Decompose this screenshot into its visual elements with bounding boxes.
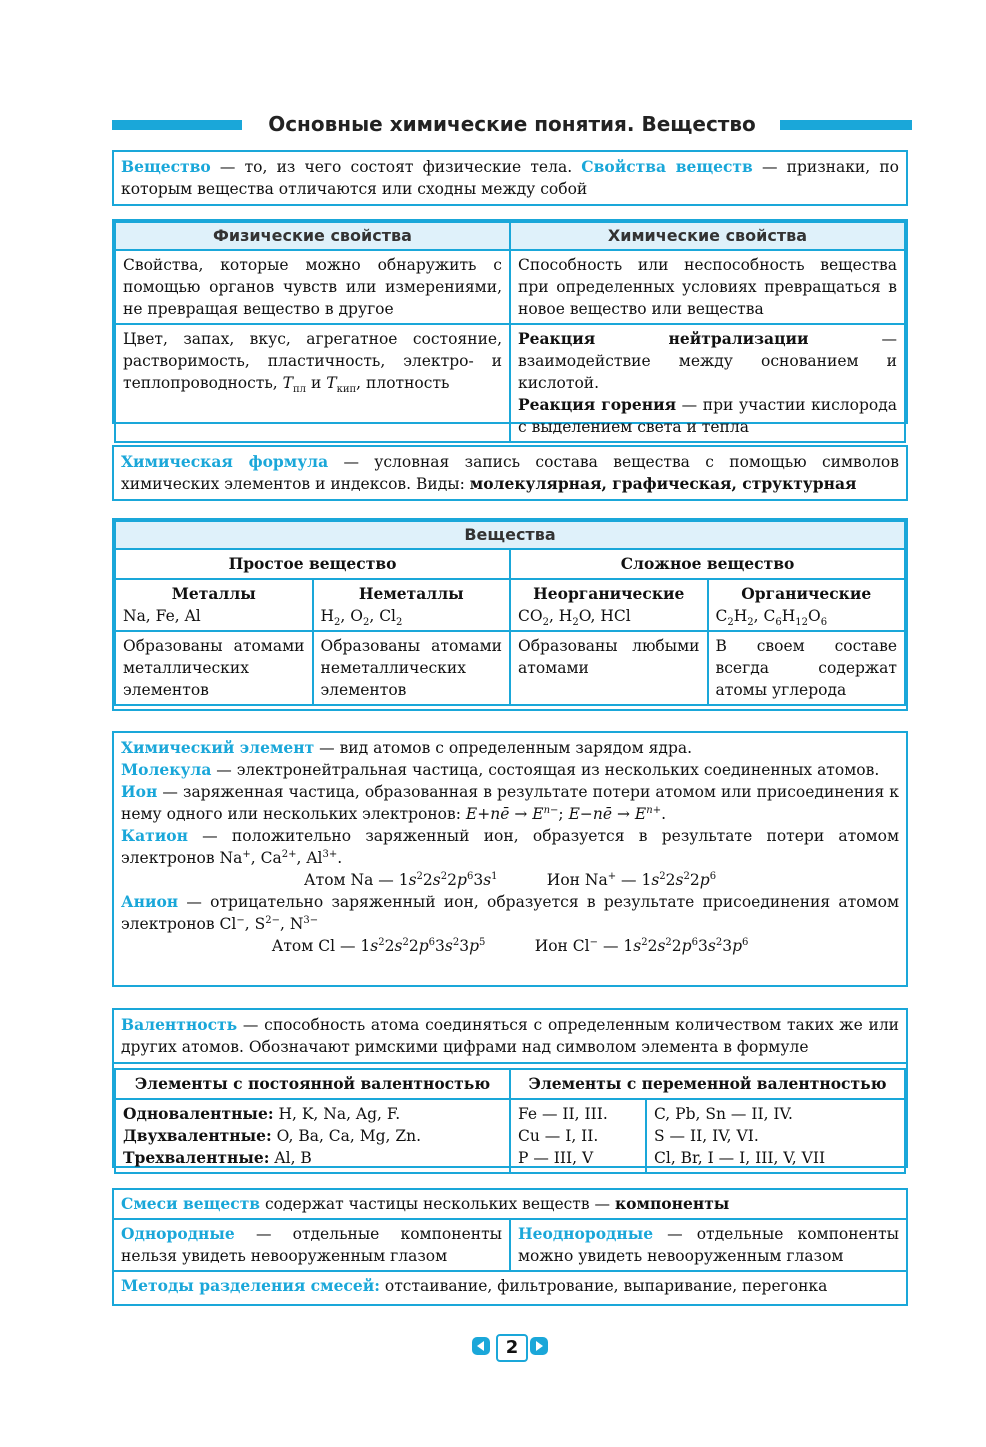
nonmetals-desc: Образованы атомами неметаллических элементов — [313, 631, 511, 705]
metals-desc: Образованы атомами металлических элементов — [115, 631, 313, 705]
title-bar-left — [112, 120, 242, 130]
page-title: Основные химические понятия. Вещество — [268, 112, 756, 136]
properties-table — [112, 219, 908, 436]
formula-kinds: молекулярная, графическая, структурная — [469, 474, 857, 493]
chem-header: Химические свойства — [510, 222, 905, 250]
phys-def: Свойства, которые можно обнаружить с помощью органов чувств или измерениями, не превращая вещество в другое — [115, 250, 510, 324]
valence-block — [112, 1008, 908, 1168]
nonmetals-cell: Неметаллы $H_2$, $O_2$, $Cl_2$ — [313, 579, 511, 631]
organic-cell: Органические $C_2H_2$, $C_6H_{12}O_6$ — [708, 579, 906, 631]
var-valence-list-1: Fe — II, III. Cu — I, II. P — III, V — [510, 1099, 646, 1173]
substances-table — [112, 518, 908, 711]
term-anion: Анион — [121, 892, 179, 911]
separation-methods: Методы разделения смесей: отстаивание, фильтрование, выпаривание, перегонка — [114, 1271, 906, 1300]
prev-page-icon[interactable] — [472, 1337, 490, 1355]
mixtures-block — [112, 1188, 908, 1306]
substances-header: Вещества — [115, 521, 905, 549]
cl-config: Атом Cl — $1s^22s^22p^63s^23p^5$ Ион Cl− — $1s^22s^22p^63s^23p^6$ — [271, 936, 749, 955]
term-ion: Ион — [121, 782, 158, 801]
formula-definition — [112, 445, 908, 501]
phys-examples: Цвет, запах, вкус, агрегатное состояние, растворимость, пластичность, электро- и теплопроводность, $T_{пл}$ и $T_{кип}$, плотность — [115, 324, 510, 442]
var-valence-list-2: C, Pb, Sn — II, IV. S — II, IV, VI. Cl, Br, I — I, III, V, VII — [646, 1099, 905, 1173]
heterogeneous-def: Неоднородные — отдельные компоненты можно увидеть невооруженным глазом — [510, 1219, 906, 1271]
term-formula: Химическая формула — [121, 452, 329, 471]
substance-def: — то, из чего состоят физические тела. — [210, 158, 582, 176]
term-element: Химический элемент — [121, 738, 315, 757]
title-row — [112, 108, 912, 140]
inorganic-cell: Неорганические $CO_2$, $H_2O$, HCl — [510, 579, 708, 631]
page-number: 2 — [496, 1334, 528, 1362]
particles-definitions: Химический элемент — вид атомов с определенным зарядом ядра. Молекула — электронейтральная частица, состоящая из нескольких соединенных атомов. Ион — заряженная частица, образованная в результате потери атомом или присоединения к нему одного или нескольких электронов: E+nē → $E^{n-}$; E−nē → $E^{n+}$. Катион — положительно заряженный ион, образуется в результате потери атомом электронов Na+, $Ca^{2+}$, $Al^{3+}$. Атом Na — $1s^22s^22p^63s^1$ Ион Na+ — $1s^22s^22p^6$ Анион — отрицательно заряженный ион, образуется в результате присоединения атомом электронов Cl−, $S^{2-}$, $N^{3-}$ Атом Cl — $1s^22s^22p^63s^23p^5$ Ион Cl− — $1s^22s^22p^63s^23p^6$ — [112, 731, 908, 987]
mixtures-def: Смеси веществ содержат частицы нескольких веществ — компоненты — [114, 1190, 906, 1219]
formula-def: — условная запись состава вещества с помощью символов химических элементов и индексов. Виды: — [121, 453, 899, 493]
valence-def: — способность атома соединяться с определенным количеством таких же или других атомов. Обозначают римскими цифрами над символом элемента в формуле — [121, 1016, 899, 1056]
inorganic-desc: Образованы любыми атомами — [510, 631, 708, 705]
chem-examples: Реакция нейтрализации — взаимодействие между основанием и кислотой. Реакция горения — при участии кислорода с выделением света и тепла — [510, 324, 905, 442]
term-valence: Валентность — [121, 1015, 238, 1034]
properties-def: — признаки, по которым вещества отличаются или сходны между собой — [121, 158, 899, 198]
na-config: Атом Na — $1s^22s^22p^63s^1$ Ион Na+ — $1s^22s^22p^6$ — [303, 870, 717, 889]
phys-header: Физические свойства — [115, 222, 510, 250]
term-molecule: Молекула — [121, 760, 212, 779]
const-valence-header: Элементы с постоянной валентностью — [115, 1069, 510, 1099]
term-cation: Катион — [121, 826, 188, 845]
pager — [468, 1334, 552, 1360]
chem-def: Способность или неспособность вещества при определенных условиях превращаться в новое вещество или вещества — [510, 250, 905, 324]
homogeneous-def: Однородные — отдельные компоненты нельзя увидеть невооруженным глазом — [114, 1219, 510, 1271]
simple-substance: Простое вещество — [115, 549, 510, 579]
var-valence-header: Элементы с переменной валентностью — [510, 1069, 905, 1099]
next-page-icon[interactable] — [530, 1337, 548, 1355]
substance-definition — [112, 150, 908, 206]
const-valence-list: Одновалентные: H, K, Na, Ag, F. Двухвалентные: O, Ba, Ca, Mg, Zn. Трехвалентные: Al, B — [115, 1099, 510, 1173]
term-properties: Свойства веществ — [581, 157, 753, 176]
title-bar-right — [780, 120, 912, 130]
complex-substance: Сложное вещество — [510, 549, 905, 579]
term-substance: Вещество — [121, 157, 211, 176]
organic-desc: В своем составе всегда содержат атомы углерода — [708, 631, 906, 705]
metals-cell: Металлы Na, Fe, Al — [115, 579, 313, 631]
